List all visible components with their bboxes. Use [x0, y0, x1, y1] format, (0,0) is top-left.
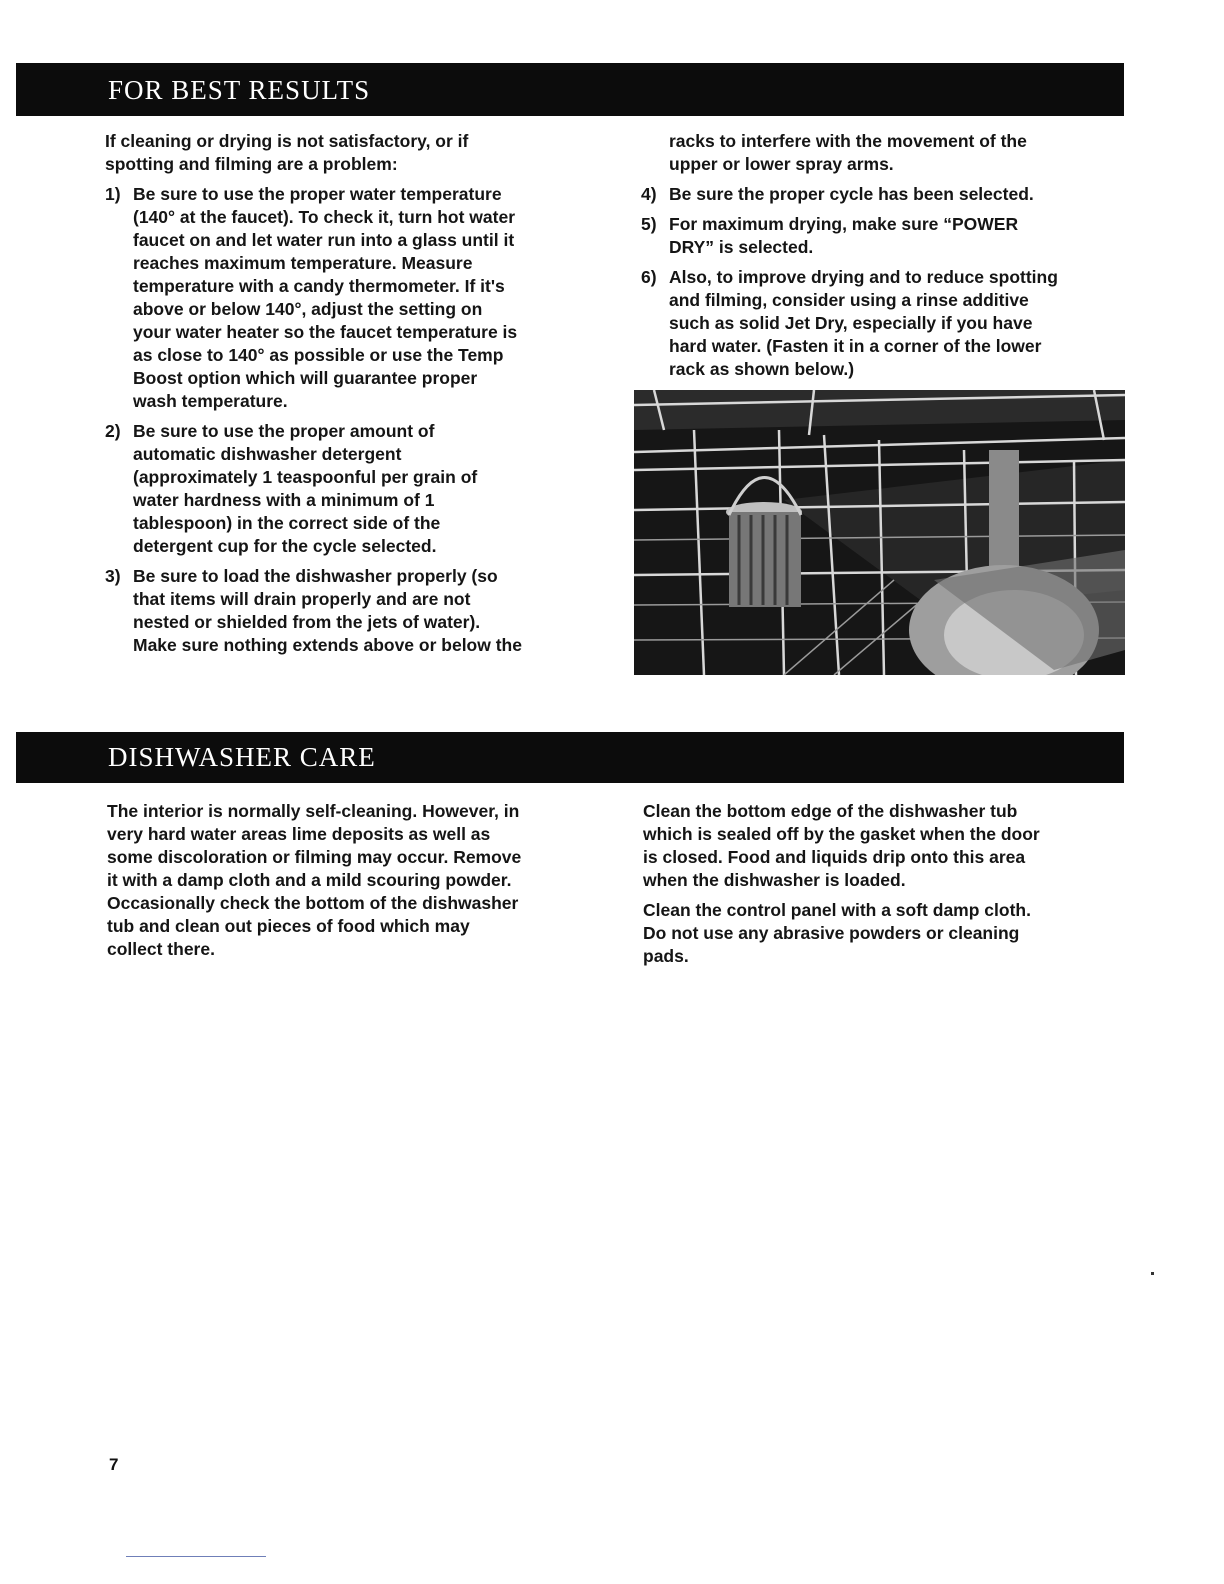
best-results-left-column: [105, 130, 605, 657]
dishwasher-rack-photo: [634, 390, 1125, 675]
care-paragraph-control-panel: Clean the control panel with a soft damp cloth. Do not use any abrasive powders or cleaning pads.: [643, 900, 1031, 966]
section-banner-dishwasher-care: [16, 732, 1124, 783]
list-item-4: 4) Be sure the proper cycle has been selected.: [641, 184, 1034, 204]
page-number: 7: [109, 1455, 119, 1474]
intro-paragraph: If cleaning or drying is not satisfactory, or if spotting and filming are a problem:: [105, 131, 469, 174]
list-item-3-continued: racks to interfere with the movement of the upper or lower spray arms.: [669, 131, 1027, 174]
care-paragraph-tub-edge: Clean the bottom edge of the dishwasher tub which is sealed off by the gasket when the door is closed. Food and liquids drip onto this area when the dishwasher is loaded.: [643, 801, 1040, 890]
section-banner-best-results: [16, 63, 1124, 116]
care-left-column: [107, 800, 607, 961]
list-item-3: 3) Be sure to load the dishwasher properly (so that items will drain properly and are not nested or shielded from the jets of water). Make sure nothing extends above or below the: [105, 566, 522, 655]
scan-speck: [1151, 1272, 1154, 1275]
best-results-right-column: [641, 130, 1131, 381]
section-title: FOR BEST RESULTS: [108, 75, 371, 105]
footer-rule: [126, 1556, 266, 1557]
list-item-1: 1) Be sure to use the proper water temperature (140° at the faucet). To check it, turn hot water faucet on and let water run into a glass until it reaches maximum temperature. Measure temperature with a candy thermometer. If it's above or below 140°, adjust the setting on your water heater so the faucet temperature is as close to 140° as possible or use the Temp Boost option which will guarantee proper wash temperature.: [105, 184, 518, 411]
section-title: DISHWASHER CARE: [108, 742, 376, 772]
care-paragraph-interior: The interior is normally self-cleaning. However, in very hard water areas lime deposits as well as some discoloration or filming may occur. Remove it with a damp cloth and a mild scouring powder. Occasionally check the bottom of the dishwasher tub and clean out pieces of food which may collect there.: [107, 801, 522, 959]
care-right-column: [643, 800, 1123, 968]
list-item-6: 6) Also, to improve drying and to reduce spotting and filming, consider using a rinse additive such as solid Jet Dry, especially if you have hard water. (Fasten it in a corner of the lower rack as shown below.): [641, 267, 1058, 379]
list-item-2: 2) Be sure to use the proper amount of automatic dishwasher detergent (approximately 1 teaspoonful per grain of water hardness with a minimum of 1 tablespoon) in the correct side of the detergent cup for the cycle selected.: [105, 421, 478, 556]
list-item-5: 5) For maximum drying, make sure “POWER DRY” is selected.: [641, 214, 1019, 257]
